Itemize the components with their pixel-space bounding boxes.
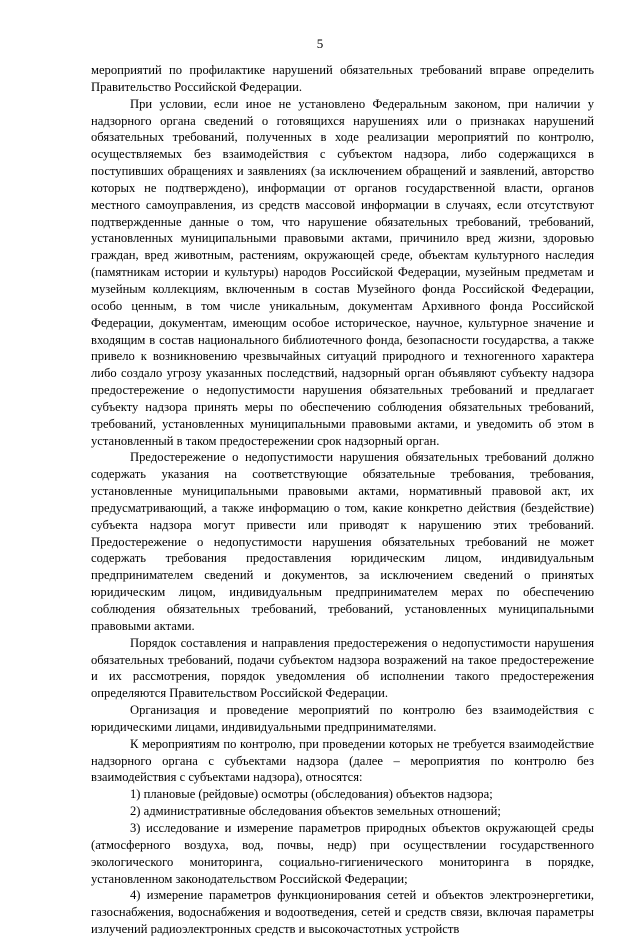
list-item-1: 1) плановые (рейдовые) осмотры (обследования) объектов надзора; — [130, 787, 493, 802]
paragraph-continuation: мероприятий по профилактике нарушений обязательных требований вправе определить Правительство Российской Федерации. — [91, 63, 594, 94]
list-item-2: 2) административные обследования объектов земельных отношений; — [130, 804, 501, 819]
paragraph-measures-intro: К мероприятиям по контролю, при проведении которых не требуется взаимодействие надзорного органа с субъектами надзора (далее – мероприятия по контролю без взаимодействия с субъектами надзора), относятся: — [91, 736, 594, 785]
page-number: 5 — [316, 36, 324, 51]
paragraph-warning-procedure: Порядок составления и направления предостережения о недопустимости нарушения обязательных требований, подачи субъектом надзора возражений на такое предостережение и их рассмотрения, порядок уведомления об исполнении такого предостережения определяются Правительством Российской Федерации. — [91, 635, 594, 701]
paragraph-warning-content: Предостережение о недопустимости нарушения обязательных требований должно содержать указания на соответствующие обязательные требования, требования, установленные муниципальными правовыми актами, нормативный правовой акт, их предусматривающий, а также информацию о том, какие конкретно действия (бездействие) субъекта надзора могут привести или приводят к нарушению этих требований. Предостережение о недопустимости нарушения обязательных требований не может содержать требования предоставления юридическим лицом, индивидуальным предпринимателем сведений и документов, за исключением сведений о принятых юридическим лицом, индивидуальным предпринимателем мерах по обеспечению соблюдения обязательных требований, требований, установленных муниципальными правовыми актами. — [91, 450, 594, 633]
list-item-4: 4) измерение параметров функционирования сетей и объектов электроэнергетики, газоснабжения, водоснабжения и водоотведения, сетей и средств связи, включая параметры излучений радиоэлектронных средств и высокочастотных устройств — [91, 888, 594, 937]
list-item-3: 3) исследование и измерение параметров природных объектов окружающей среды (атмосферного воздуха, вод, почвы, недр) при осуществлении государственного экологического мониторинга, социально-гигиенического мониторинга в порядке, установленном законодательством Российской Федерации; — [91, 820, 594, 886]
page-body — [91, 62, 594, 938]
paragraph-warning-grounds: При условии, если иное не установлено Федеральным законом, при наличии у надзорного органа сведений о готовящихся нарушениях или о признаках нарушений обязательных требований, полученных в ходе реализации мероприятий по контролю, осуществляемых без взаимодействия с субъектом надзора, либо содержащихся в поступивших обращениях и заявлениях (за исключением обращений и заявлений, авторство которых не подтверждено), информации от органов государственной власти, органов местного самоуправления, из средств массовой информации в случаях, если отсутствуют подтвержденные данные о том, что нарушение обязательных требований, требований, установленных муниципальными правовыми актами, причинило вред жизни, здоровью граждан, вред животным, растениям, окружающей среде, объектам культурного наследия (памятникам истории и культуры) народов Российской Федерации, музейным предметам и музейным коллекциям, включенным в состав Музейного фонда Российской Федерации, особо ценным, в том числе уникальным, документам Архивного фонда Российской Федерации, документам, имеющим особое историческое, научное, культурное значение и входящим в состав национального библиотечного фонда, безопасности государства, а также привело к возникновению чрезвычайных ситуаций природного и техногенного характера либо создало угрозу указанных последствий, надзорный орган объявляют субъекту надзора предостережение о недопустимости нарушения обязательных требований и предлагает субъекту надзора принять меры по обеспечению соблюдения обязательных требований, требований, установленных муниципальными правовыми актами, и уведомить об этом в установленный в таком предостережении срок надзорный орган. — [91, 96, 594, 448]
paragraph-organization: Организация и проведение мероприятий по контролю без взаимодействия с юридическими лицами, индивидуальными предпринимателями. — [91, 703, 594, 734]
